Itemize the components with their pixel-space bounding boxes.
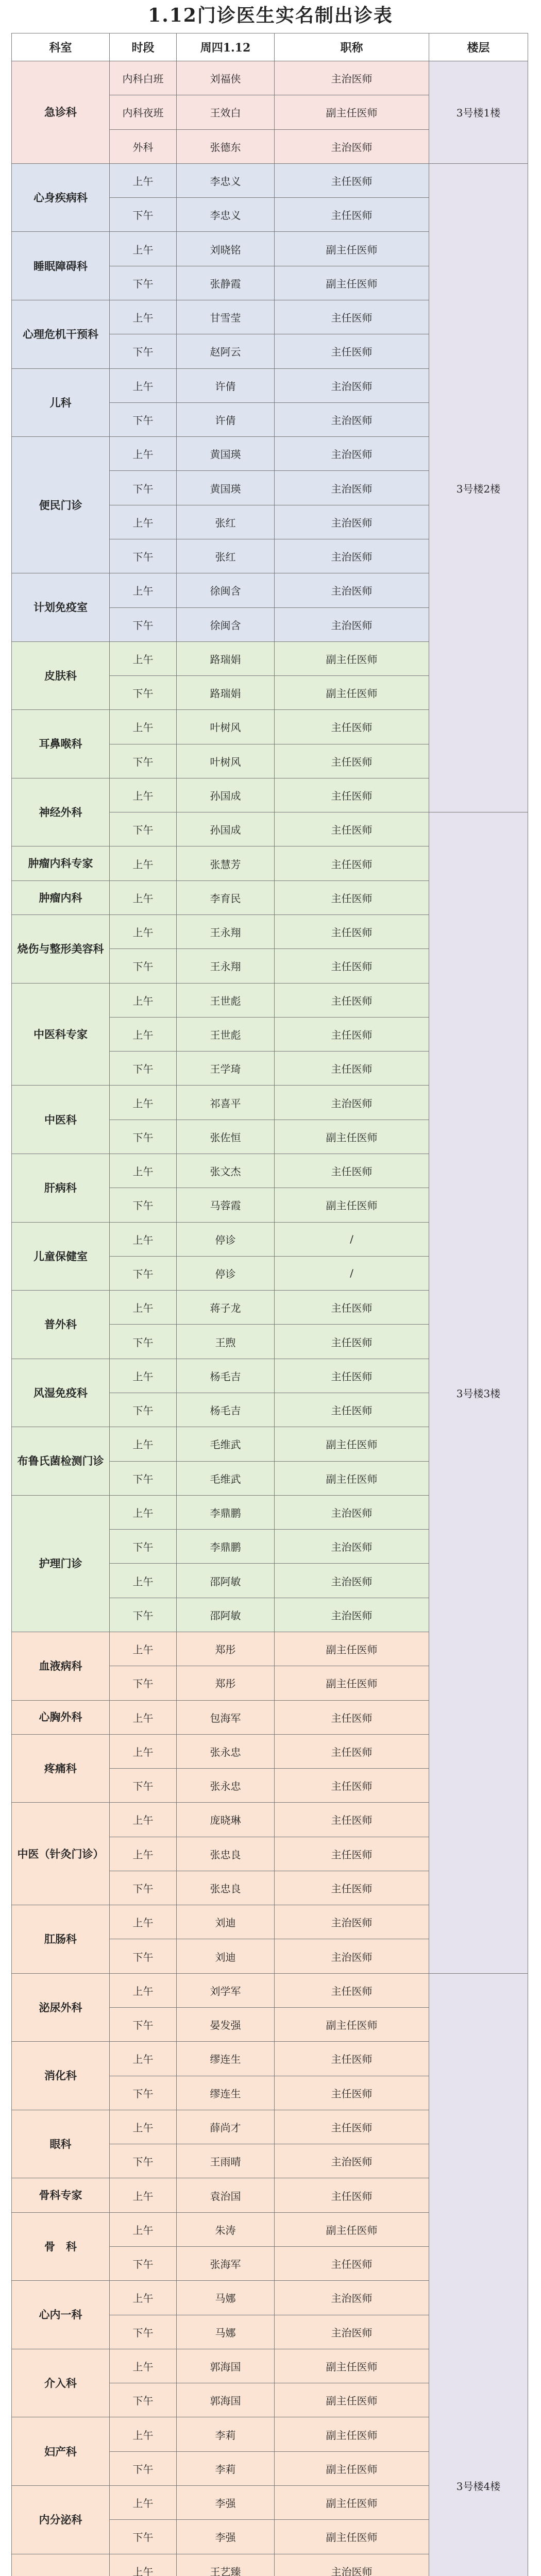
doctor-cell: 刘迪: [177, 1905, 275, 1939]
doctor-cell: 张静霞: [177, 266, 275, 300]
slot-cell: 下午: [110, 1256, 177, 1290]
slot-cell: 上午: [110, 2212, 177, 2246]
doctor-cell: 邵阿敏: [177, 1564, 275, 1598]
title-cell: 主任医师: [275, 2076, 429, 2110]
dept-cell: 心理危机干预科: [12, 300, 110, 368]
slot-cell: 下午: [110, 1393, 177, 1427]
slot-cell: 下午: [110, 2451, 177, 2485]
doctor-cell: 祁喜平: [177, 1086, 275, 1120]
title-cell: 主治医师: [275, 2144, 429, 2178]
slot-cell: 上午: [110, 2110, 177, 2144]
doctor-cell: 徐闽含: [177, 607, 275, 641]
doctor-cell: 张海军: [177, 2247, 275, 2281]
header-row: [12, 33, 528, 61]
doctor-cell: 刘学军: [177, 1973, 275, 2007]
title-cell: 主任医师: [275, 1325, 429, 1359]
doctor-cell: 缪连生: [177, 2042, 275, 2076]
table-row: [12, 61, 528, 95]
title-cell: 主任医师: [275, 1973, 429, 2007]
title-cell: 主任医师: [275, 983, 429, 1017]
title-cell: /: [275, 1222, 429, 1256]
doctor-cell: 张德东: [177, 129, 275, 163]
doctor-cell: 李鼎鹏: [177, 1530, 275, 1564]
dept-cell: 布鲁氏菌检测门诊: [12, 1427, 110, 1496]
header-floor: 楼层: [429, 33, 528, 61]
slot-cell: 上午: [110, 1632, 177, 1666]
slot-cell: 下午: [110, 1939, 177, 1973]
doctor-cell: 黄国瑛: [177, 471, 275, 505]
slot-cell: 上午: [110, 2554, 177, 2576]
slot-cell: 下午: [110, 2076, 177, 2110]
title-cell: 副主任医师: [275, 2485, 429, 2519]
doctor-cell: 王效白: [177, 95, 275, 129]
doctor-cell: 毛维武: [177, 1461, 275, 1495]
slot-cell: 上午: [110, 163, 177, 197]
dept-cell: 消化科: [12, 2042, 110, 2110]
title-cell: 主任医师: [275, 1871, 429, 1905]
title-cell: 主任医师: [275, 880, 429, 914]
dept-cell: 心身疾病科: [12, 163, 110, 232]
slot-cell: 下午: [110, 2520, 177, 2554]
title-cell: 副主任医师: [275, 2008, 429, 2042]
slot-cell: 上午: [110, 1222, 177, 1256]
title-cell: 副主任医师: [275, 1120, 429, 1154]
slot-cell: 上午: [110, 880, 177, 914]
doctor-cell: 王永翔: [177, 915, 275, 949]
doctor-cell: 叶树风: [177, 710, 275, 744]
slot-cell: 下午: [110, 2247, 177, 2281]
title-cell: 主治医师: [275, 1939, 429, 1973]
title-cell: 主治医师: [275, 1564, 429, 1598]
title-cell: 副主任医师: [275, 1632, 429, 1666]
title-cell: 主任医师: [275, 300, 429, 334]
title-cell: 主任医师: [275, 1291, 429, 1325]
slot-cell: 上午: [110, 437, 177, 471]
doctor-cell: 马娜: [177, 2315, 275, 2349]
doctor-cell: 停诊: [177, 1256, 275, 1290]
doctor-cell: 许倩: [177, 368, 275, 402]
title-cell: 主治医师: [275, 402, 429, 436]
doctor-cell: 毛维武: [177, 1427, 275, 1461]
dept-cell: 骨科专家: [12, 2178, 110, 2212]
slot-cell: 上午: [110, 1973, 177, 2007]
title-cell: 主治医师: [275, 437, 429, 471]
title-cell: 主治医师: [275, 1598, 429, 1632]
title-cell: 副主任医师: [275, 1666, 429, 1700]
slot-cell: 下午: [110, 198, 177, 232]
dept-cell: 皮肤科: [12, 641, 110, 710]
doctor-cell: 刘迪: [177, 1939, 275, 1973]
slot-cell: 下午: [110, 744, 177, 778]
title-cell: 主治医师: [275, 61, 429, 95]
doctor-cell: 李鼎鹏: [177, 1495, 275, 1529]
doctor-cell: 晏发强: [177, 2008, 275, 2042]
doctor-cell: 袁治国: [177, 2178, 275, 2212]
slot-cell: 下午: [110, 1461, 177, 1495]
title-cell: 主任医师: [275, 334, 429, 368]
title-cell: 主任医师: [275, 1700, 429, 1734]
title-cell: 主治医师: [275, 539, 429, 573]
title-cell: 主任医师: [275, 2110, 429, 2144]
slot-cell: 下午: [110, 2144, 177, 2178]
slot-cell: 下午: [110, 1052, 177, 1086]
slot-cell: 下午: [110, 1598, 177, 1632]
slot-cell: 上午: [110, 2042, 177, 2076]
doctor-cell: 张佐恒: [177, 1120, 275, 1154]
doctor-cell: 杨毛吉: [177, 1393, 275, 1427]
slot-cell: 上午: [110, 641, 177, 675]
floor-cell: 3号楼3楼: [429, 812, 528, 1974]
doctor-cell: 邵阿敏: [177, 1598, 275, 1632]
dept-cell: 计划免疫室: [12, 573, 110, 642]
slot-cell: 上午: [110, 1905, 177, 1939]
title-cell: 主治医师: [275, 1495, 429, 1529]
doctor-cell: 黄国瑛: [177, 437, 275, 471]
doctor-cell: 王世彪: [177, 983, 275, 1017]
doctor-cell: 张红: [177, 539, 275, 573]
title-cell: 副主任医师: [275, 1188, 429, 1222]
slot-cell: 上午: [110, 232, 177, 266]
title-cell: 主任医师: [275, 710, 429, 744]
header-slot: 时段: [110, 33, 177, 61]
title-cell: 副主任医师: [275, 641, 429, 675]
doctor-cell: 孙国成: [177, 812, 275, 846]
title-cell: 主治医师: [275, 129, 429, 163]
title-cell: 主任医师: [275, 1393, 429, 1427]
doctor-cell: 赵阿云: [177, 334, 275, 368]
header-date: 周四1.12: [177, 33, 275, 61]
dept-cell: 眼科: [12, 2110, 110, 2178]
schedule-table: [11, 33, 528, 2576]
slot-cell: 上午: [110, 846, 177, 880]
slot-cell: 下午: [110, 1871, 177, 1905]
header-dept: 科室: [12, 33, 110, 61]
title-cell: /: [275, 1256, 429, 1290]
doctor-cell: 王煦: [177, 1325, 275, 1359]
doctor-cell: 郑彤: [177, 1632, 275, 1666]
title-cell: 主治医师: [275, 573, 429, 607]
slot-cell: 下午: [110, 1120, 177, 1154]
doctor-cell: 张永忠: [177, 1734, 275, 1768]
doctor-cell: 李强: [177, 2520, 275, 2554]
slot-cell: 外科: [110, 129, 177, 163]
slot-cell: 下午: [110, 1188, 177, 1222]
doctor-cell: 包海军: [177, 1700, 275, 1734]
slot-cell: 上午: [110, 1803, 177, 1837]
dept-cell: 神经外科: [12, 778, 110, 846]
doctor-cell: 王雨晴: [177, 2144, 275, 2178]
title-cell: 主任医师: [275, 1017, 429, 1051]
slot-cell: 上午: [110, 1086, 177, 1120]
slot-cell: 内科白班: [110, 61, 177, 95]
dept-cell: 急诊科: [12, 61, 110, 164]
doctor-cell: 王艺臻: [177, 2554, 275, 2576]
title-cell: 主治医师: [275, 2281, 429, 2315]
title-cell: 副主任医师: [275, 2349, 429, 2383]
doctor-cell: 孙国成: [177, 778, 275, 812]
title-cell: 主任医师: [275, 915, 429, 949]
floor-cell: 3号楼4楼: [429, 1973, 528, 2576]
slot-cell: 上午: [110, 2417, 177, 2451]
slot-cell: 上午: [110, 2178, 177, 2212]
dept-cell: 中医科专家: [12, 983, 110, 1086]
title-cell: 副主任医师: [275, 95, 429, 129]
slot-cell: 上午: [110, 983, 177, 1017]
doctor-cell: 庞晓琳: [177, 1803, 275, 1837]
slot-cell: 下午: [110, 334, 177, 368]
slot-cell: 上午: [110, 1291, 177, 1325]
doctor-cell: 郭海国: [177, 2383, 275, 2417]
title-cell: 主任医师: [275, 949, 429, 983]
title-cell: 副主任医师: [275, 266, 429, 300]
title-cell: 副主任医师: [275, 2451, 429, 2485]
title-cell: 副主任医师: [275, 2417, 429, 2451]
doctor-cell: 李莉: [177, 2451, 275, 2485]
title-cell: 副主任医师: [275, 676, 429, 710]
dept-cell: [12, 2554, 110, 2576]
title-cell: 主治医师: [275, 2554, 429, 2576]
dept-cell: 骨 科: [12, 2212, 110, 2281]
slot-cell: 上午: [110, 1837, 177, 1871]
doctor-cell: 李育民: [177, 880, 275, 914]
slot-cell: 上午: [110, 1734, 177, 1768]
dept-cell: 肿瘤内科专家: [12, 846, 110, 880]
title-cell: 副主任医师: [275, 1461, 429, 1495]
dept-cell: 泌尿外科: [12, 1973, 110, 2042]
dept-cell: 内分泌科: [12, 2485, 110, 2554]
slot-cell: 下午: [110, 1769, 177, 1803]
table-row: [12, 163, 528, 197]
doctor-cell: 郑彤: [177, 1666, 275, 1700]
dept-cell: 耳鼻喉科: [12, 710, 110, 778]
doctor-cell: 张永忠: [177, 1769, 275, 1803]
slot-cell: 上午: [110, 505, 177, 539]
doctor-cell: 甘雪莹: [177, 300, 275, 334]
dept-cell: 烧伤与整形美容科: [12, 915, 110, 984]
slot-cell: 下午: [110, 402, 177, 436]
dept-cell: 妇产科: [12, 2417, 110, 2486]
slot-cell: 下午: [110, 812, 177, 846]
title-cell: 主任医师: [275, 198, 429, 232]
slot-cell: 下午: [110, 471, 177, 505]
doctor-cell: 马娜: [177, 2281, 275, 2315]
doctor-cell: 李强: [177, 2485, 275, 2519]
doctor-cell: 缪连生: [177, 2076, 275, 2110]
title-cell: 副主任医师: [275, 2520, 429, 2554]
slot-cell: 上午: [110, 1564, 177, 1598]
slot-cell: 下午: [110, 1325, 177, 1359]
doctor-cell: 张忠良: [177, 1871, 275, 1905]
doctor-cell: 蒋子龙: [177, 1291, 275, 1325]
dept-cell: 疼痛科: [12, 1734, 110, 1803]
slot-cell: 上午: [110, 2281, 177, 2315]
doctor-cell: 王学琦: [177, 1052, 275, 1086]
title-cell: 主任医师: [275, 1359, 429, 1393]
slot-cell: 上午: [110, 1427, 177, 1461]
doctor-cell: 徐闽含: [177, 573, 275, 607]
title-cell: 副主任医师: [275, 2383, 429, 2417]
title-cell: 主治医师: [275, 1086, 429, 1120]
title-cell: 主治医师: [275, 2315, 429, 2349]
slot-cell: 下午: [110, 676, 177, 710]
title-cell: 主治医师: [275, 1530, 429, 1564]
page-title: 1.12门诊医生实名制出诊表: [148, 5, 393, 26]
slot-cell: 内科夜班: [110, 95, 177, 129]
slot-cell: 上午: [110, 573, 177, 607]
slot-cell: 下午: [110, 2008, 177, 2042]
slot-cell: 上午: [110, 1154, 177, 1188]
dept-cell: 普外科: [12, 1291, 110, 1359]
dept-cell: 血液病科: [12, 1632, 110, 1700]
doctor-cell: 停诊: [177, 1222, 275, 1256]
title-cell: 主任医师: [275, 846, 429, 880]
dept-cell: 儿童保健室: [12, 1222, 110, 1291]
slot-cell: 上午: [110, 1359, 177, 1393]
slot-cell: 上午: [110, 368, 177, 402]
schedule-body: [12, 61, 528, 2576]
title-cell: 主治医师: [275, 368, 429, 402]
slot-cell: 下午: [110, 1530, 177, 1564]
slot-cell: 下午: [110, 2383, 177, 2417]
slot-cell: 下午: [110, 2315, 177, 2349]
title-cell: 主任医师: [275, 744, 429, 778]
title-cell: 主任医师: [275, 2042, 429, 2076]
dept-cell: 中医科: [12, 1086, 110, 1154]
slot-cell: 下午: [110, 1666, 177, 1700]
slot-cell: 上午: [110, 915, 177, 949]
doctor-cell: 马蓉霞: [177, 1188, 275, 1222]
title-cell: 主任医师: [275, 778, 429, 812]
doctor-cell: 张忠良: [177, 1837, 275, 1871]
header-title: 职称: [275, 33, 429, 61]
floor-cell: 3号楼1楼: [429, 61, 528, 164]
title-cell: 主任医师: [275, 163, 429, 197]
doctor-cell: 路瑞娟: [177, 676, 275, 710]
dept-cell: 肝病科: [12, 1154, 110, 1223]
dept-cell: 儿科: [12, 368, 110, 437]
dept-cell: 肛肠科: [12, 1905, 110, 1974]
doctor-cell: 李莉: [177, 2417, 275, 2451]
doctor-cell: 王世彪: [177, 1017, 275, 1051]
slot-cell: 下午: [110, 949, 177, 983]
title-cell: 主任医师: [275, 812, 429, 846]
title-cell: 主任医师: [275, 1803, 429, 1837]
doctor-cell: 朱涛: [177, 2212, 275, 2246]
slot-cell: 上午: [110, 300, 177, 334]
title-cell: 主任医师: [275, 1769, 429, 1803]
title-cell: 主任医师: [275, 1154, 429, 1188]
doctor-cell: 杨毛吉: [177, 1359, 275, 1393]
slot-cell: 上午: [110, 2349, 177, 2383]
slot-cell: 上午: [110, 1017, 177, 1051]
doctor-cell: 张红: [177, 505, 275, 539]
doctor-cell: 李忠义: [177, 163, 275, 197]
doctor-cell: 张文杰: [177, 1154, 275, 1188]
slot-cell: 下午: [110, 607, 177, 641]
title-cell: 主任医师: [275, 1052, 429, 1086]
slot-cell: 上午: [110, 2485, 177, 2519]
title-cell: 主治医师: [275, 505, 429, 539]
doctor-cell: 刘晓铭: [177, 232, 275, 266]
dept-cell: 睡眠障碍科: [12, 232, 110, 300]
doctor-cell: 刘福侠: [177, 61, 275, 95]
slot-cell: 上午: [110, 778, 177, 812]
dept-cell: 风湿免疫科: [12, 1359, 110, 1427]
title-cell: 主治医师: [275, 1905, 429, 1939]
title-cell: 主任医师: [275, 1837, 429, 1871]
title-cell: 主任医师: [275, 1734, 429, 1768]
title-cell: 副主任医师: [275, 2212, 429, 2246]
doctor-cell: 叶树风: [177, 744, 275, 778]
slot-cell: 下午: [110, 266, 177, 300]
dept-cell: 介入科: [12, 2349, 110, 2417]
dept-cell: 中医（针灸门诊）: [12, 1803, 110, 1905]
doctor-cell: 李忠义: [177, 198, 275, 232]
title-cell: 副主任医师: [275, 1427, 429, 1461]
title-cell: 主治医师: [275, 471, 429, 505]
floor-cell: 3号楼2楼: [429, 163, 528, 812]
doctor-cell: 路瑞娟: [177, 641, 275, 675]
doctor-cell: 王永翔: [177, 949, 275, 983]
doctor-cell: 许倩: [177, 402, 275, 436]
slot-cell: 下午: [110, 539, 177, 573]
dept-cell: 便民门诊: [12, 437, 110, 573]
doctor-cell: 薛尚才: [177, 2110, 275, 2144]
doctor-cell: 张慧芳: [177, 846, 275, 880]
slot-cell: 上午: [110, 710, 177, 744]
title-cell: 主任医师: [275, 2178, 429, 2212]
table-row: [12, 1973, 528, 2007]
dept-cell: 心胸外科: [12, 1700, 110, 1734]
slot-cell: 上午: [110, 1495, 177, 1529]
dept-cell: 心内一科: [12, 2281, 110, 2349]
dept-cell: 肿瘤内科: [12, 880, 110, 914]
dept-cell: 护理门诊: [12, 1495, 110, 1632]
slot-cell: 上午: [110, 1700, 177, 1734]
title-cell: 副主任医师: [275, 232, 429, 266]
title-cell: 主治医师: [275, 607, 429, 641]
doctor-cell: 郭海国: [177, 2349, 275, 2383]
title-cell: 主任医师: [275, 2247, 429, 2281]
